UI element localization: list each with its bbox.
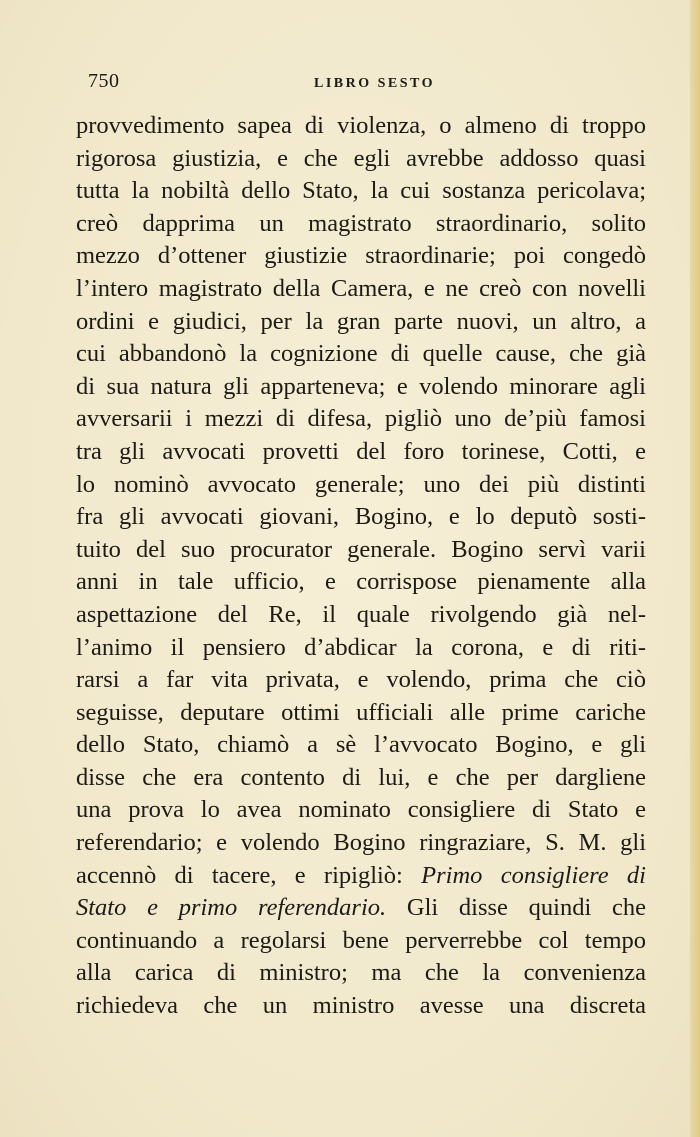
text-line: cui abbandonò la cognizione di quelle cause, che già — [76, 340, 646, 368]
page-edge — [690, 0, 700, 1137]
text-line-mixed — [76, 860, 646, 893]
text-roman: accennò di tacere, e ripigliò: — [76, 861, 422, 889]
text-line: richiedeva che un ministro avesse una discreta — [76, 992, 646, 1020]
text-line: fra gli avvocati giovani, Bogino, e lo deputò sosti- — [76, 503, 646, 531]
text-line: una prova lo avea nominato consigliere di Stato e — [76, 796, 646, 824]
text-line: rarsi a far vita privata, e volendo, prima che ciò — [76, 666, 646, 694]
text-line: l’intero magistrato della Camera, e ne creò con novelli — [76, 274, 646, 302]
text-line: disse che era contento di lui, e che per dargliene — [76, 763, 646, 791]
text-line: alla carica di ministro; ma che la convenienza — [76, 959, 646, 987]
text-line: lo nominò avvocato generale; uno dei più distinti — [76, 470, 646, 498]
text-line: referendario; e volendo Bogino ringraziare, S. M. gli — [76, 829, 646, 857]
text-line: anni in tale ufficio, e corrispose pienamente alla — [76, 568, 646, 596]
text-line: aspettazione del Re, il quale rivolgendo già nel- — [76, 600, 646, 628]
text-line: mezzo d’ottener giustizie straordinarie; poi congedò — [76, 242, 646, 270]
text-italic: Primo consigliere di — [421, 861, 646, 889]
text-line: di sua natura gli apparteneva; e volendo minorare agli — [76, 372, 646, 400]
text-line-mixed — [76, 892, 646, 925]
page-number: 750 — [88, 70, 120, 92]
page-header — [88, 70, 648, 100]
text-line: tra gli avvocati provetti del foro torinese, Cotti, e — [76, 437, 646, 465]
text-line: seguisse, deputare ottimi ufficiali alle prime cariche — [76, 698, 646, 726]
text-italic: Stato e primo referendario. — [76, 894, 387, 922]
text-line: ordini e giudici, per la gran parte nuovi, un altro, a — [76, 307, 646, 335]
text-line: l’animo il pensiero d’abdicar la corona, e di riti- — [76, 633, 646, 661]
text-line: rigorosa giustizia, e che egli avrebbe addosso quasi — [76, 144, 646, 172]
text-line: dello Stato, chiamò a sè l’avvocato Bogino, e gli — [76, 731, 646, 759]
body-text — [76, 110, 646, 1023]
text-roman: Gli disse quindi che — [386, 894, 647, 922]
text-line: continuando a regolarsi bene perverrebbe col tempo — [76, 926, 646, 954]
running-head: LIBRO SESTO — [314, 76, 436, 91]
text-line: tutta la nobiltà dello Stato, la cui sostanza pericolava; — [76, 177, 646, 205]
text-line: provvedimento sapea di violenza, o almeno di troppo — [76, 112, 646, 139]
text-line: tuito del suo procurator generale. Bogino servì varii — [76, 535, 646, 563]
text-line: creò dapprima un magistrato straordinario, solito — [76, 209, 646, 237]
text-line: avversarii i mezzi di difesa, pigliò uno de’più famosi — [76, 405, 646, 433]
